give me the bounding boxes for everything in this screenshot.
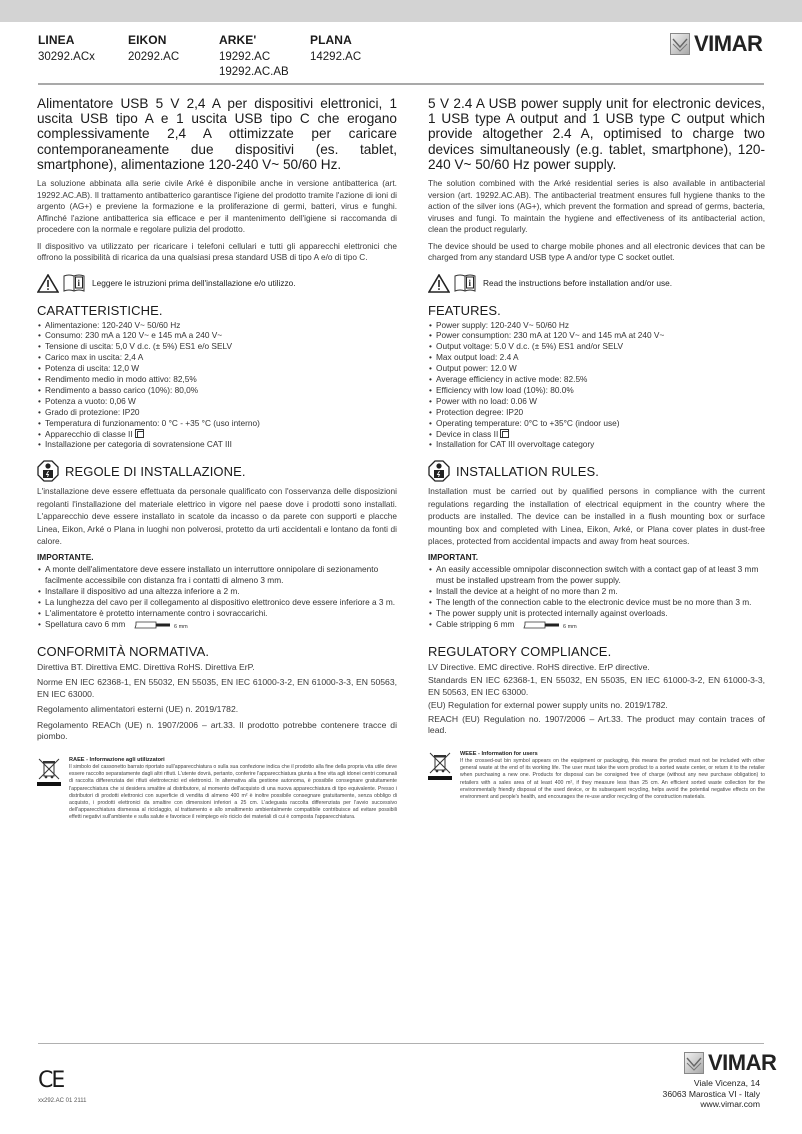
lead-title: 5 V 2.4 A USB power supply unit for electronic devices, 1 USB type A output and 1 USB type C output which provide altogether 2.4 A, optimised to charge two devices simultaneously (e.g. tablet, smartphone), 120-240 V~ 50/60 Hz power supply. [428,96,765,172]
list-item: • Operating temperature: 0°C to +35°C (indoor use) [428,418,765,429]
install-paragraph: Installation must be carried out by qualified persons in compliance with the current regulations regarding the installation of electrical equipment in the country where the products are installed. The device can be installed in a flush mounting box or surface mounting box and completed with Linea, Eikon, Arké, or Plana cover plates in dust-free places, protected from accidental impacts and away from heat sources. [428,486,765,547]
warning-triangle-icon [428,274,450,293]
website-link[interactable]: www.vimar.com [700,1099,760,1110]
document-code: xx292.AC 01 2111 [38,1098,87,1104]
series-arke: ARKE' 19292.AC 19292.AC.AB [219,33,289,78]
cable-strip-icon [134,621,194,629]
list-item: • Tensione di uscita: 5,0 V d.c. (± 5%) ES1 e/o SELV [37,341,397,352]
svg-text:i: i [468,277,472,288]
weee-notice: WEEE - Information for users If the crossed-out bin symbol appears on the equipment or packaging, this means the product must not be included with other general waste at the end of its working life. The user must take the worn product to a sorted waste center, or return it to the retailer when purchasing a new one. Products for disposal can be consigned free of charge (without any new purchase obligation) to retailers with a sales area of at least 400 m², if they measure less than 25 cm. An efficient sorted waste collection for the environmentally friendly disposal of the used device, or its subsequent recycling, helps avoid the potential negative effects on the environment and people's health, and encourages the re-use and/or recycling of the construction materials. [428,751,765,801]
svg-text:6 mm: 6 mm [173,623,188,629]
list-item: • Alimentazione: 120-240 V~ 50/60 Hz [37,320,397,331]
install-paragraph: L'installazione deve essere effettuata da personale qualificato con l'osservanza delle disposizioni regolanti l'installazione del materiale elettrico in vigore nel paese dove i prodotti sono installati. L'apparecchio deve essere installato in scatole da incasso o da parete con supporti e placche Linea, Eikon, Arké o Plana in luoghi non polverosi, protetto da urti accidentali e lontano da fonti di calore. [37,486,397,547]
list-item: • Max output load: 2.4 A [428,352,765,363]
series-eikon: EIKON 20292.AC [128,33,180,63]
list-item: • Device in class II [428,429,765,440]
list-item: • Consumo: 230 mA a 120 V~ e 145 mA a 240 V~ [37,330,397,341]
list-item: • Rendimento a basso carico (10%): 80,0% [37,385,397,396]
list-item: • Output power: 12.0 W [428,363,765,374]
cable-strip-icon [523,621,583,629]
list-item: • Grado di protezione: IP20 [37,407,397,418]
list-item: • Carico max in uscita: 2,4 A [37,352,397,363]
list-item: • Apparecchio di classe II [37,429,397,440]
top-band [0,0,802,22]
svg-text:6 mm: 6 mm [562,623,577,629]
list-item: • Power supply: 120-240 V~ 50/60 Hz [428,320,765,331]
list-item: • Cable stripping 6 mm 6 mm [428,619,765,630]
crossed-bin-icon [37,757,61,787]
list-item: • Temperatura di funzionamento: 0 °C - +35 °C (uso interno) [37,418,397,429]
usage-paragraph: Il dispositivo va utilizzato per ricaricare i telefoni cellulari e tutti gli apparecchi elettronici che offrono la possibilità di ricarica da una qualsiasi presa standard USB di tipo A e/o di tipo C. [37,240,397,263]
list-item: • Spellatura cavo 6 mm 6 mm [37,619,397,630]
list-item: • Power with no load: 0.06 W [428,396,765,407]
list-item: • Rendimento medio in modo attivo: 82,5% [37,374,397,385]
manual-book-icon [63,274,85,293]
read-instructions-notice: i Read the instructions before installation and/or use. [428,274,765,293]
install-heading: REGOLE DI INSTALLAZIONE. [37,460,397,482]
important-list [37,564,397,629]
read-instructions-notice: i Leggere le istruzioni prima dell'installazione e/o utilizzo. [37,274,397,293]
important-heading: IMPORTANT. [428,552,479,563]
intro-paragraph: The solution combined with the Arké residential series is also available in antibacterial version (art. 19292.AC.AB). The antibacterial treatment ensures full hygiene thanks to the action of the silver ions (AG+), which prevent the formation and spread of germs, bacteria, viruses and fungi. To maintain the hygiene and effectiveness of its antibacterial action, clean the product regularly. [428,178,765,235]
english-column: 5 V 2.4 A USB power supply unit for electronic devices, 1 USB type A output and 1 USB type C output which provide altogether 2.4 A, optimised to charge two devices simultaneously (e.g. tablet, smartphone), 120-240 V~ 50/60 Hz power supply. The solution combined with the Arké residential series is also available in antibacterial version (art. 19292.AC.AB). The antibacterial treatment ensures full hygiene thanks to the action of the silver ions (AG+), which prevent the formation and spread of germs, bacteria, viruses and fungi. To maintain the hygiene and effectiveness of its antibacterial action, clean the product regularly. The device should be used to charge mobile phones and all electronic devices that can be charged from any standard USB type A and/or type C socket outlet. i Read the instructions before installation and/or use. FEATURES. • Power supply: 120-240 V~ 50/60 Hz • Power consumption: 230 mA at 120 V~ and 145 mA at 240 V~ • Output voltage: 5.0 V d.c. (± 5%) ES1 and/or SELV • Max output load: 2.4 A • Output power: 12.0 W • Average efficiency in active mode: 82.5% • Efficiency with low load (10%): 80.0% • Power with no load: 0.06 W • Protection degree: IP20 • Operating temperature: 0°C to +35°C (indoor use) • Device in class II • Installation for CAT III overvoltage category INSTALLATION RULES. Installation must be carried out by qualified persons in compliance with the current regulations regarding the installation of electrical equipment in the country where the products are installed. The device can be installed in a flush mounting box or surface mounting box and completed with Linea, Eikon, Arké, or Plana cover plates in dust-free places, protected from accidental impacts and away from heat sources. IMPORTANT. • An easily accessible omnipolar disconnection switch with a contact gap of at least 3 mm must be installed upstream from the power supply. • Install the device at a height of no more than 2 m. • The length of the connection cable to the electronic device must be no more than 3 m. • The power supply unit is protected internally against overloads. • Cable stripping 6 mm 6 mm REGULATORY COMPLIANCE. LV Directive. EMC directive. RoHS directive. ErP directive. Standards EN IEC 62368-1, EN 55032, EN 55035, EN IEC 61000-3-2, EN 61000-3-3, EN 50563, EN IEC 63000. (EU) Regulation for external power supply units no. 2019/1782. REACH (EU) Regulation no. 1907/2006 – Art.33. The product may contain traces of lead. WEEE - Information for users If the crossed-out bin symbol appears on the equipment or packaging, this means the product must not be included with other general waste at the end of its working life. The user must take the worn product to a sorted waste center, or return it to the retailer when purchasing a new one. Products for disposal can be consigned free of charge (without any new purchase obligation) to retailers with a sales area of at least 400 m², if they measure less than 25 cm. An efficient sorted waste collection for the environmentally friendly disposal of the used device, or its subsequent recycling, helps avoid the potential negative effects on the environment and people's health, and encourages the re-use and/or recycling of the construction materials. [428,96,765,801]
intro-paragraph: La soluzione abbinata alla serie civile Arké è disponibile anche in versione antibatterica (art. 19292.AC.AB). Il trattamento antibatterico garantisce l'igiene del prodotto tramite l'azione di ioni di argento (AG+) e previene la formazione e la proliferazione di germi, batteri, virus e funghi. Affinché l'azione antibatterica sia efficace e per il mantenimento dell'igiene si raccomanda di procedere con la normale e regolare pulizia del prodotto. [37,178,397,235]
list-item: • Average efficiency in active mode: 82.5% [428,374,765,385]
list-item: • An easily accessible omnipolar disconnection switch with a contact gap of at least 3 mm must be installed upstream from the power supply. [428,564,765,586]
class-ii-icon [500,429,509,438]
important-list [428,564,765,629]
series-linea: LINEA 30292.ACx [38,33,95,63]
manual-book-icon [454,274,476,293]
qualified-installer-icon [428,460,450,482]
compliance-heading: CONFORMITÀ NORMATIVA. [37,643,210,659]
list-item: • Potenza a vuoto: 0,06 W [37,396,397,407]
lead-title: Alimentatore USB 5 V 2,4 A per dispositivi elettronici, 1 uscita USB tipo A e 1 uscita USB tipo C che erogano complessivamente 2,4 A ottimizzate per caricare contemporaneamente due dispositivi (es. tablet, smartphone), alimentazione 120-240 V~ 50/60 Hz. [37,96,397,172]
vimar-logo: VIMAR [670,31,762,57]
svg-text:i: i [77,277,81,288]
list-item: • The power supply unit is protected internally against overloads. [428,608,765,619]
list-item: • The length of the connection cable to the electronic device must be no more than 3 m. [428,597,765,608]
footer-vimar-logo: VIMAR [684,1050,776,1076]
warning-triangle-icon [37,274,59,293]
header-divider [38,83,764,85]
company-address: Viale Vicenza, 14 36063 Marostica VI - Italy www.vimar.com [662,1078,760,1110]
qualified-installer-icon [37,460,59,482]
italian-column: Alimentatore USB 5 V 2,4 A per dispositivi elettronici, 1 uscita USB tipo A e 1 uscita USB tipo C che erogano complessivamente 2,4 A ottimizzate per caricare contemporaneamente due dispositivi (es. tablet, smartphone), alimentazione 120-240 V~ 50/60 Hz. La soluzione abbinata alla serie civile Arké è disponibile anche in versione antibatterica (art. 19292.AC.AB). Il trattamento antibatterico garantisce l'igiene del prodotto tramite l'azione di ioni di argento (AG+) e previene la formazione e la proliferazione di germi, batteri, virus e funghi. Affinché l'azione antibatterica sia efficace e per il mantenimento dell'igiene si raccomanda di procedere con la normale e regolare pulizia del prodotto. Il dispositivo va utilizzato per ricaricare i telefoni cellulari e tutti gli apparecchi elettronici che offrono la possibilità di ricarica da una qualsiasi presa standard USB di tipo A e/o di tipo C. i Leggere le istruzioni prima dell'installazione e/o utilizzo. CARATTERISTICHE. • Alimentazione: 120-240 V~ 50/60 Hz • Consumo: 230 mA a 120 V~ e 145 mA a 240 V~ • Tensione di uscita: 5,0 V d.c. (± 5%) ES1 e/o SELV • Carico max in uscita: 2,4 A • Potenza di uscita: 12,0 W • Rendimento medio in modo attivo: 82,5% • Rendimento a basso carico (10%): 80,0% • Potenza a vuoto: 0,06 W • Grado di protezione: IP20 • Temperatura di funzionamento: 0 °C - +35 °C (uso interno) • Apparecchio di classe II • Installazione per categoria di sovratensione CAT III REGOLE DI INSTALLAZIONE. L'installazione deve essere effettuata da personale qualificato con l'osservanza delle disposizioni regolanti l'installazione del materiale elettrico in vigore nel paese dove i prodotti sono installati. L'apparecchio deve essere installato in scatole da incasso o da parete con supporti e placche Linea, Eikon, Arké o Plana in luoghi non polverosi, protetto da urti accidentali e lontano da fonti di calore. IMPORTANTE. • A monte dell'alimentatore deve essere installato un interruttore onnipolare di sezionamento facilmente accessibile con distanza fra i contatti di almeno 3 mm. • Installare il dispositivo ad una altezza inferiore a 2 m. • La lunghezza del cavo per il collegamento al dispositivo elettronico deve essere inferiore a 3 m. • L'alimentatore è protetto internamente contro i sovraccarichi. • Spellatura cavo 6 mm 6 mm CONFORMITÀ NORMATIVA. Direttiva BT. Direttiva EMC. Direttiva RoHS. Direttiva ErP. Norme EN IEC 62368-1, EN 55032, EN 55035, EN IEC 61000-3-2, EN 61000-3-3, EN 50563, EN IEC 63000. Regolamento alimentatori esterni (UE) n. 2019/1782. Regolamento REACh (UE) n. 1907/2006 – art.33. Il prodotto potrebbe contenere tracce di piombo. RAEE - Informazione agli utilizzatori Il simbolo del cassonetto barrato riportato sull'apparecchiatura o sulla sua confezione indica che il prodotto alla fine della propria vita utile deve essere raccolto separatamente dagli altri rifiuti. L'utente dovrà, pertanto, conferire l'apparecchiatura giunta a fine vita agli idonei centri comunali di raccolta differenziata dei rifiuti elettrotecnici ed elettronici. In alternativa alla gestione autonoma, è possibile consegnare gratuitamente l'apparecchiatura che si desidera smaltire al distributore, al momento dell'acquisto di una nuova apparecchiatura di tipo equivalente. Presso i distributori di prodotti elettronici con superficie di vendita di almeno 400 m² è inoltre possibile consegnare gratuitamente, senza obbligo di acquisto, i prodotti elettronici da smaltire con dimensioni inferiori a 25 cm. L'adeguata raccolta differenziata per l'avvio successivo dell'apparecchiatura dismessa al riciclaggio, al trattamento e allo smaltimento ambientalmente compatibile contribuisce ad evitare possibili effetti negativi sull'ambiente e sulla salute e favorisce il reimpiego e/o riciclo dei materiali di cui è composta l'apparecchiatura. [37,96,397,822]
install-heading: INSTALLATION RULES. [428,460,765,482]
list-item: • A monte dell'alimentatore deve essere installato un interruttore onnipolare di sezionamento facilmente accessibile con distanza fra i contatti di almeno 3 mm. [37,564,397,586]
series-plana: PLANA 14292.AC [310,33,362,63]
list-item: • L'alimentatore è protetto internamente contro i sovraccarichi. [37,608,397,619]
features-list [37,320,397,451]
list-item: • Installation for CAT III overvoltage category [428,439,765,450]
list-item: • Installare il dispositivo ad una altezza inferiore a 2 m. [37,586,397,597]
footer-divider [38,1043,764,1044]
features-heading: CARATTERISTICHE. [37,302,163,318]
weee-notice: RAEE - Informazione agli utilizzatori Il simbolo del cassonetto barrato riportato sull'apparecchiatura o sulla sua confezione indica che il prodotto alla fine della propria vita utile deve essere raccolto separatamente dagli altri rifiuti. L'utente dovrà, pertanto, conferire l'apparecchiatura giunta a fine vita agli idonei centri comunali di raccolta differenziata dei rifiuti elettrotecnici ed elettronici. In alternativa alla gestione autonoma, è possibile consegnare gratuitamente l'apparecchiatura che si desidera smaltire al distributore, al momento dell'acquisto di una nuova apparecchiatura di tipo equivalente. Presso i distributori di prodotti elettronici con superficie di vendita di almeno 400 m² è inoltre possibile consegnare gratuitamente, senza obbligo di acquisto, i prodotti elettronici da smaltire con dimensioni inferiori a 25 cm. L'adeguata raccolta differenziata per l'avvio successivo dell'apparecchiatura dismessa al riciclaggio, al trattamento e allo smaltimento ambientalmente compatibile contribuisce ad evitare possibili effetti negativi sull'ambiente e sulla salute e favorisce il reimpiego e/o riciclo dei materiali di cui è composta l'apparecchiatura. [37,757,397,822]
list-item: • Potenza di uscita: 12,0 W [37,363,397,374]
list-item: • Protection degree: IP20 [428,407,765,418]
important-heading: IMPORTANTE. [37,552,94,563]
class-ii-icon [135,429,144,438]
features-heading: FEATURES. [428,302,501,318]
list-item: • Power consumption: 230 mA at 120 V~ and 145 mA at 240 V~ [428,330,765,341]
vimar-logo-mark-icon [684,1052,704,1074]
ce-mark: CE [38,1068,64,1093]
list-item: • Output voltage: 5.0 V d.c. (± 5%) ES1 and/or SELV [428,341,765,352]
list-item: • La lunghezza del cavo per il collegamento al dispositivo elettronico deve essere inferiore a 3 m. [37,597,397,608]
list-item: • Efficiency with low load (10%): 80.0% [428,385,765,396]
list-item: • Installazione per categoria di sovratensione CAT III [37,439,397,450]
usage-paragraph: The device should be used to charge mobile phones and all electronic devices that can be charged from any standard USB type A and/or type C socket outlet. [428,240,765,263]
features-list [428,320,765,451]
vimar-logo-mark-icon [670,33,690,55]
list-item: • Install the device at a height of no more than 2 m. [428,586,765,597]
crossed-bin-icon [428,751,452,781]
compliance-heading: REGULATORY COMPLIANCE. [428,643,612,659]
